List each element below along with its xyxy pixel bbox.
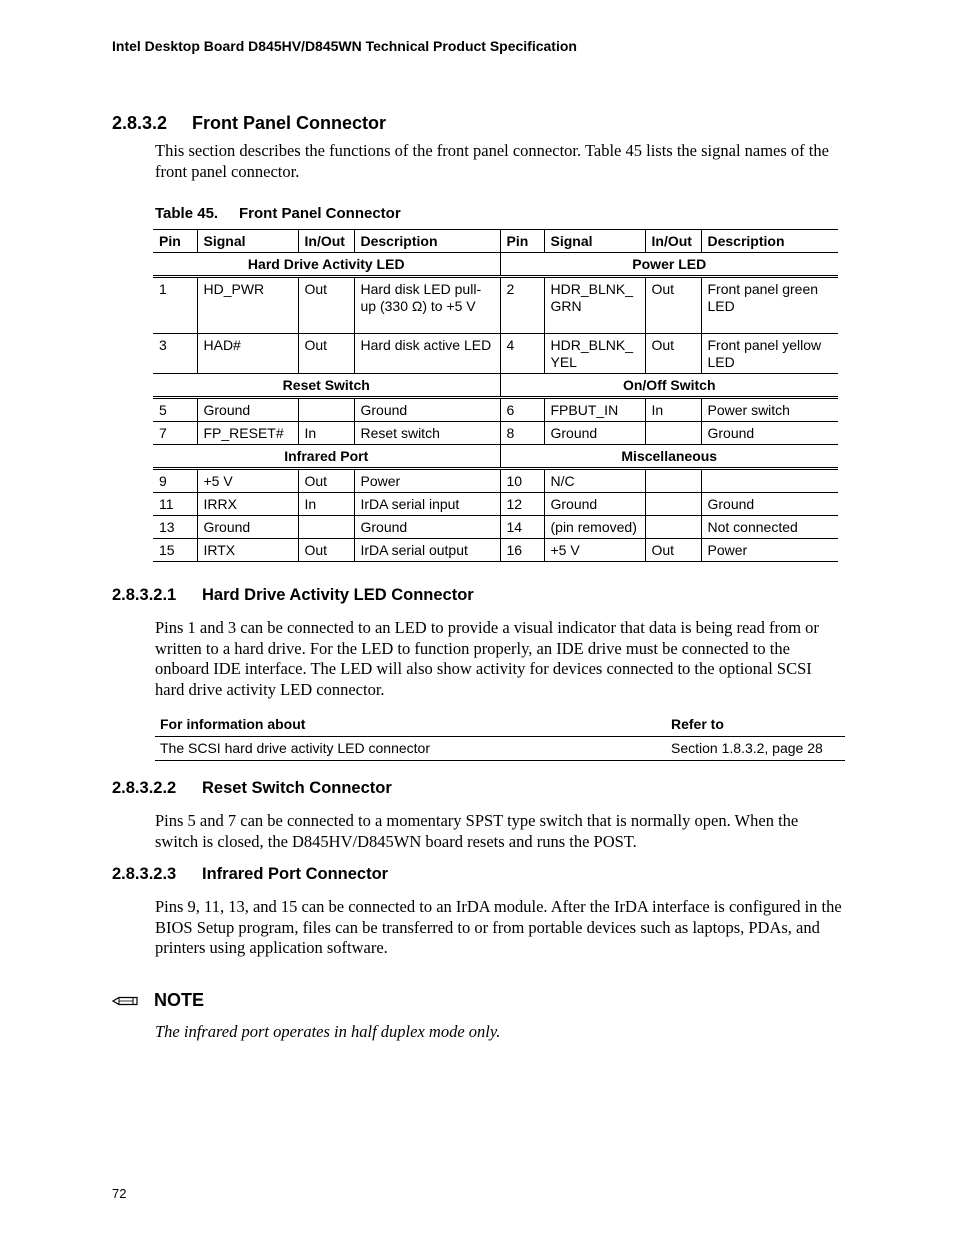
reference-topic: The SCSI hard drive activity LED connector [155, 737, 666, 761]
direction-cell [645, 493, 701, 516]
signal-cell: HAD# [197, 334, 298, 374]
pin-cell: 8 [500, 422, 544, 445]
direction-cell: In [645, 398, 701, 422]
pin-cell: 11 [153, 493, 197, 516]
direction-cell [298, 398, 354, 422]
running-header: Intel Desktop Board D845HV/D845WN Technical Product Specification [112, 38, 577, 54]
header-cell: Signal [197, 230, 298, 253]
subsection-title: Hard Drive Activity LED Connector [202, 586, 474, 604]
section-heading [112, 113, 386, 134]
header-cell: Description [354, 230, 500, 253]
group-label-right: Miscellaneous [500, 445, 838, 469]
header-cell: In/Out [298, 230, 354, 253]
group-label-right: Power LED [500, 253, 838, 277]
group-label-left: Reset Switch [153, 374, 500, 398]
subsection-text: Pins 5 and 7 can be connected to a momentary SPST type switch that is normally open. When the switch is closed, the D845HV/D845WN board resets and runs the POST. [155, 811, 799, 851]
pin-cell: 14 [500, 516, 544, 539]
table-header-row [153, 230, 838, 253]
reference-row [155, 737, 845, 761]
header-cell: Signal [544, 230, 645, 253]
subsection-heading [112, 779, 392, 798]
reference-header-cell: For information about [155, 713, 666, 737]
note-label: NOTE [154, 990, 205, 1010]
header-cell: Description [701, 230, 838, 253]
table-caption [155, 205, 401, 222]
direction-cell: Out [298, 469, 354, 493]
description-cell [701, 469, 838, 493]
signal-cell: FPBUT_IN [544, 398, 645, 422]
direction-cell: Out [298, 277, 354, 334]
pin-cell: 6 [500, 398, 544, 422]
subsection-title: Reset Switch Connector [202, 779, 392, 797]
signal-cell: Ground [197, 398, 298, 422]
pin-cell: 2 [500, 277, 544, 334]
signal-cell: HDR_BLNK_ GRN [544, 277, 645, 334]
reference-table [155, 713, 845, 761]
pin-cell: 15 [153, 539, 197, 562]
pin-cell: 9 [153, 469, 197, 493]
signal-cell: Ground [544, 422, 645, 445]
direction-cell: Out [298, 539, 354, 562]
subsection-number: 2.8.3.2.3 [112, 865, 177, 883]
note-heading [112, 990, 204, 1011]
table-row [153, 398, 838, 422]
table-row [153, 539, 838, 562]
table-row [153, 516, 838, 539]
pin-cell: 3 [153, 334, 197, 374]
description-cell: Ground [701, 493, 838, 516]
header-cell: In/Out [645, 230, 701, 253]
description-cell: Front panel green LED [701, 277, 838, 334]
subsection-text: Pins 1 and 3 can be connected to an LED to provide a visual indicator that data is being read from or written to a hard drive. For the LED to function properly, an IDE drive must be connected to the onboard IDE interface. The LED will also show activity for devices connected to the optional SCSI hard drive activity LED connector. [155, 618, 819, 699]
signal-cell: IRRX [197, 493, 298, 516]
table-caption-number: Table 45. [155, 205, 219, 222]
page-number: 72 [112, 1186, 127, 1201]
reference-header-row [155, 713, 845, 737]
note-text: The infrared port operates in half duplex mode only. [155, 1022, 501, 1041]
pin-cell: 5 [153, 398, 197, 422]
header-cell: Pin [500, 230, 544, 253]
description-cell: Power [701, 539, 838, 562]
section-title: Front Panel Connector [192, 113, 387, 133]
pin-cell: 4 [500, 334, 544, 374]
description-cell: Power switch [701, 398, 838, 422]
reference-header-cell: Refer to [666, 713, 845, 737]
description-cell: Ground [354, 516, 500, 539]
table-row [153, 277, 838, 334]
table-row [153, 422, 838, 445]
table-row [153, 334, 838, 374]
subsection-text: Pins 9, 11, 13, and 15 can be connected to an IrDA module. After the IrDA interface is configured in the BIOS Setup program, files can be transferred to or from portable devices such as laptops, PDAs, and printers using application software. [155, 897, 842, 957]
group-header-row [153, 374, 838, 398]
direction-cell: In [298, 422, 354, 445]
description-cell: IrDA serial input [354, 493, 500, 516]
description-cell: IrDA serial output [354, 539, 500, 562]
signal-cell: N/C [544, 469, 645, 493]
description-cell: Hard disk LED pull-up (330 Ω) to +5 V [354, 277, 500, 334]
subsection-number: 2.8.3.2.2 [112, 779, 177, 797]
group-label-left: Infrared Port [153, 445, 500, 469]
pencil-icon [112, 994, 140, 1008]
direction-cell [645, 422, 701, 445]
signal-cell: +5 V [544, 539, 645, 562]
description-cell: Hard disk active LED [354, 334, 500, 374]
table-row [153, 493, 838, 516]
direction-cell [298, 516, 354, 539]
front-panel-table [153, 229, 838, 562]
direction-cell: Out [645, 334, 701, 374]
direction-cell: In [298, 493, 354, 516]
subsection-number: 2.8.3.2.1 [112, 586, 177, 604]
pin-cell: 10 [500, 469, 544, 493]
table-caption-title: Front Panel Connector [239, 205, 401, 222]
signal-cell: HD_PWR [197, 277, 298, 334]
description-cell: Power [354, 469, 500, 493]
description-cell: Reset switch [354, 422, 500, 445]
subsection-heading [112, 586, 474, 605]
group-label-right: On/Off Switch [500, 374, 838, 398]
signal-cell: Ground [197, 516, 298, 539]
group-header-row [153, 253, 838, 277]
direction-cell: Out [645, 277, 701, 334]
description-cell: Ground [354, 398, 500, 422]
group-label-left: Hard Drive Activity LED [153, 253, 500, 277]
direction-cell [645, 469, 701, 493]
reference-link[interactable]: Section 1.8.3.2, page 28 [666, 737, 845, 761]
description-cell: Front panel yellow LED [701, 334, 838, 374]
signal-cell: Ground [544, 493, 645, 516]
pin-cell: 13 [153, 516, 197, 539]
pin-cell: 1 [153, 277, 197, 334]
signal-cell: HDR_BLNK_ YEL [544, 334, 645, 374]
pin-cell: 12 [500, 493, 544, 516]
section-intro: This section describes the functions of the front panel connector. Table 45 lists the signal names of the front panel connector. [155, 141, 829, 181]
direction-cell: Out [645, 539, 701, 562]
header-cell: Pin [153, 230, 197, 253]
signal-cell: IRTX [197, 539, 298, 562]
pin-cell: 7 [153, 422, 197, 445]
subsection-title: Infrared Port Connector [202, 865, 389, 883]
section-number: 2.8.3.2 [112, 113, 168, 133]
signal-cell: FP_RESET# [197, 422, 298, 445]
direction-cell [645, 516, 701, 539]
description-cell: Ground [701, 422, 838, 445]
signal-cell: +5 V [197, 469, 298, 493]
signal-cell: (pin removed) [544, 516, 645, 539]
group-header-row [153, 445, 838, 469]
description-cell: Not connected [701, 516, 838, 539]
direction-cell: Out [298, 334, 354, 374]
table-row [153, 469, 838, 493]
pin-cell: 16 [500, 539, 544, 562]
subsection-heading [112, 865, 388, 884]
